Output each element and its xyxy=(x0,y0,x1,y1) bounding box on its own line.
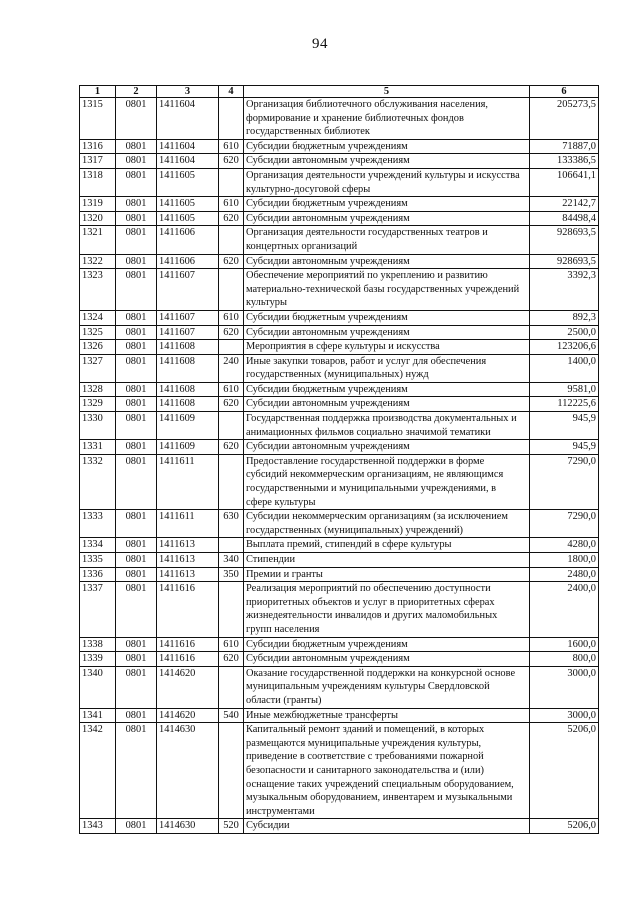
section-code: 0801 xyxy=(116,168,157,196)
row-number: 1322 xyxy=(80,254,116,269)
item-name xyxy=(244,553,530,568)
amount: 2480,0 xyxy=(530,567,599,582)
section-code: 0801 xyxy=(116,139,157,154)
item-name-line: Выплата премий, стипендий в сфере культуры xyxy=(246,539,452,551)
expense-type-code: 610 xyxy=(219,310,244,325)
target-article-code: 1411607 xyxy=(157,325,219,340)
expense-type-code: 620 xyxy=(219,652,244,667)
table-row xyxy=(80,211,599,226)
row-number: 1338 xyxy=(80,637,116,652)
section-code: 0801 xyxy=(116,397,157,412)
item-name-line: концертных организаций xyxy=(246,240,358,252)
expense-type-code xyxy=(219,168,244,196)
section-code: 0801 xyxy=(116,211,157,226)
expense-type-code: 540 xyxy=(219,708,244,723)
expense-type-code: 620 xyxy=(219,440,244,455)
item-name-line: Иные закупки товаров, работ и услуг для обеспечения xyxy=(246,355,487,367)
header-col-3: 3 xyxy=(157,86,219,98)
item-name-line: Организация деятельности государственных театров и xyxy=(246,227,488,239)
item-name xyxy=(244,582,530,637)
section-code: 0801 xyxy=(116,269,157,311)
item-name xyxy=(244,538,530,553)
target-article-code: 1411607 xyxy=(157,310,219,325)
item-name xyxy=(244,254,530,269)
expense-type-code: 610 xyxy=(219,637,244,652)
item-name xyxy=(244,510,530,538)
row-number: 1316 xyxy=(80,139,116,154)
table-row xyxy=(80,553,599,568)
item-name-line: Субсидии автономным учреждениям xyxy=(246,326,410,338)
item-name xyxy=(244,310,530,325)
target-article-code: 1411613 xyxy=(157,567,219,582)
section-code: 0801 xyxy=(116,652,157,667)
item-name xyxy=(244,567,530,582)
section-code: 0801 xyxy=(116,412,157,440)
item-name xyxy=(244,154,530,169)
header-col-4: 4 xyxy=(219,86,244,98)
amount: 9581,0 xyxy=(530,382,599,397)
section-code: 0801 xyxy=(116,723,157,819)
item-name-line: Субсидии бюджетным учреждениям xyxy=(246,140,408,152)
expense-type-code: 520 xyxy=(219,819,244,834)
item-name xyxy=(244,708,530,723)
table-row xyxy=(80,226,599,254)
section-code: 0801 xyxy=(116,154,157,169)
target-article-code: 1411616 xyxy=(157,652,219,667)
header-col-6: 6 xyxy=(530,86,599,98)
expense-type-code: 620 xyxy=(219,211,244,226)
expense-type-code xyxy=(219,98,244,140)
amount: 928693,5 xyxy=(530,226,599,254)
item-name xyxy=(244,397,530,412)
item-name-line: Мероприятия в сфере культуры и искусства xyxy=(246,341,440,353)
table-row xyxy=(80,382,599,397)
amount: 5206,0 xyxy=(530,819,599,834)
table-row xyxy=(80,666,599,708)
table-row xyxy=(80,325,599,340)
amount: 205273,5 xyxy=(530,98,599,140)
table-body xyxy=(80,98,599,834)
item-name xyxy=(244,269,530,311)
row-number: 1340 xyxy=(80,666,116,708)
row-number: 1325 xyxy=(80,325,116,340)
amount: 1400,0 xyxy=(530,354,599,382)
table-row xyxy=(80,652,599,667)
expense-type-code: 350 xyxy=(219,567,244,582)
expense-type-code: 620 xyxy=(219,254,244,269)
section-code: 0801 xyxy=(116,197,157,212)
item-name-line: Премии и гранты xyxy=(246,568,323,580)
expense-type-code xyxy=(219,582,244,637)
target-article-code: 1411608 xyxy=(157,397,219,412)
amount: 1600,0 xyxy=(530,637,599,652)
item-name xyxy=(244,666,530,708)
section-code: 0801 xyxy=(116,340,157,355)
section-code: 0801 xyxy=(116,254,157,269)
item-name-line: культурно-досуговой сферы xyxy=(246,183,371,195)
amount: 106641,1 xyxy=(530,168,599,196)
item-name-line: Субсидии автономным учреждениям xyxy=(246,212,410,224)
expense-type-code xyxy=(219,340,244,355)
item-name-line: Иные межбюджетные трансферты xyxy=(246,709,398,721)
section-code: 0801 xyxy=(116,354,157,382)
expense-type-code xyxy=(219,412,244,440)
header-col-5: 5 xyxy=(244,86,530,98)
table-row xyxy=(80,538,599,553)
table-row xyxy=(80,440,599,455)
item-name xyxy=(244,168,530,196)
row-number: 1317 xyxy=(80,154,116,169)
amount: 2400,0 xyxy=(530,582,599,637)
target-article-code: 1411609 xyxy=(157,412,219,440)
table-row xyxy=(80,708,599,723)
item-name-line: Обеспечение мероприятий по укреплению и развитию xyxy=(246,270,488,282)
item-name xyxy=(244,819,530,834)
expense-type-code xyxy=(219,269,244,311)
target-article-code: 1411609 xyxy=(157,440,219,455)
section-code: 0801 xyxy=(116,553,157,568)
item-name-line: государственных (муниципальных) учреждений) xyxy=(246,524,463,536)
section-code: 0801 xyxy=(116,510,157,538)
item-name-line: сфере культуры xyxy=(246,496,316,508)
amount: 7290,0 xyxy=(530,510,599,538)
section-code: 0801 xyxy=(116,310,157,325)
table-row xyxy=(80,98,599,140)
row-number: 1331 xyxy=(80,440,116,455)
item-name-line: Субсидии автономным учреждениям xyxy=(246,653,410,665)
row-number: 1342 xyxy=(80,723,116,819)
row-number: 1335 xyxy=(80,553,116,568)
target-article-code: 1411605 xyxy=(157,197,219,212)
expense-type-code xyxy=(219,666,244,708)
table-row xyxy=(80,197,599,212)
table-row xyxy=(80,567,599,582)
amount: 4280,0 xyxy=(530,538,599,553)
item-name-line: Субсидии некоммерческим организациям (за исключением xyxy=(246,511,508,523)
item-name-line: Организация деятельности учреждений культуры и искусства xyxy=(246,169,520,181)
item-name-line: муниципальным учреждениям культуры Свердловской xyxy=(246,681,490,693)
page-number: 94 xyxy=(312,36,328,52)
section-code: 0801 xyxy=(116,325,157,340)
amount: 3000,0 xyxy=(530,666,599,708)
amount: 22142,7 xyxy=(530,197,599,212)
table-row xyxy=(80,269,599,311)
item-name xyxy=(244,226,530,254)
item-name xyxy=(244,440,530,455)
amount: 71887,0 xyxy=(530,139,599,154)
item-name-line: субсидий некоммерческим организациям, не являющимся xyxy=(246,469,504,481)
item-name-line: приведение в соответствие с требованиями пожарной xyxy=(246,751,484,763)
amount: 3392,3 xyxy=(530,269,599,311)
table-row xyxy=(80,454,599,509)
section-code: 0801 xyxy=(116,98,157,140)
row-number: 1319 xyxy=(80,197,116,212)
target-article-code: 1411605 xyxy=(157,168,219,196)
item-name xyxy=(244,98,530,140)
budget-table xyxy=(79,85,599,834)
table-row xyxy=(80,154,599,169)
item-name xyxy=(244,197,530,212)
target-article-code: 1411607 xyxy=(157,269,219,311)
row-number: 1320 xyxy=(80,211,116,226)
item-name-line: Капитальный ремонт зданий и помещений, в которых xyxy=(246,724,485,736)
item-name-line: области (гранты) xyxy=(246,694,322,706)
item-name-line: инструментами xyxy=(246,805,315,817)
item-name-line: Субсидии бюджетным учреждениям xyxy=(246,383,408,395)
table-row xyxy=(80,254,599,269)
amount: 1800,0 xyxy=(530,553,599,568)
item-name xyxy=(244,139,530,154)
table-row xyxy=(80,397,599,412)
item-name-line: государственных библиотек xyxy=(246,126,370,138)
target-article-code: 1411604 xyxy=(157,98,219,140)
amount: 84498,4 xyxy=(530,211,599,226)
item-name-line: размещаются муниципальные учреждения культуры, xyxy=(246,737,482,749)
target-article-code: 1411605 xyxy=(157,211,219,226)
target-article-code: 1411608 xyxy=(157,340,219,355)
table-row xyxy=(80,412,599,440)
amount: 945,9 xyxy=(530,440,599,455)
section-code: 0801 xyxy=(116,454,157,509)
section-code: 0801 xyxy=(116,382,157,397)
target-article-code: 1411608 xyxy=(157,354,219,382)
expense-type-code xyxy=(219,226,244,254)
amount: 5206,0 xyxy=(530,723,599,819)
row-number: 1341 xyxy=(80,708,116,723)
item-name-line: безопасности и санитарного законодательства и (или) xyxy=(246,764,485,776)
amount: 7290,0 xyxy=(530,454,599,509)
table-header-row xyxy=(80,86,599,98)
item-name-line: Субсидии автономным учреждениям xyxy=(246,155,410,167)
item-name-line: Субсидии автономным учреждениям xyxy=(246,255,410,267)
table-row xyxy=(80,637,599,652)
item-name-line: оснащение таких учреждений специальным оборудованием, xyxy=(246,778,514,790)
section-code: 0801 xyxy=(116,819,157,834)
expense-type-code: 620 xyxy=(219,325,244,340)
row-number: 1328 xyxy=(80,382,116,397)
amount: 123206,6 xyxy=(530,340,599,355)
amount: 892,3 xyxy=(530,310,599,325)
expense-type-code xyxy=(219,538,244,553)
section-code: 0801 xyxy=(116,637,157,652)
table-row xyxy=(80,582,599,637)
amount: 3000,0 xyxy=(530,708,599,723)
item-name-line: Предоставление государственной поддержки в форме xyxy=(246,455,485,467)
item-name-line: приоритетных объектов и услуг в приоритетных сферах xyxy=(246,596,495,608)
section-code: 0801 xyxy=(116,226,157,254)
item-name-line: Субсидии бюджетным учреждениям xyxy=(246,198,408,210)
target-article-code: 1411604 xyxy=(157,154,219,169)
item-name xyxy=(244,454,530,509)
expense-type-code: 610 xyxy=(219,382,244,397)
target-article-code: 1411608 xyxy=(157,382,219,397)
row-number: 1337 xyxy=(80,582,116,637)
expense-type-code: 620 xyxy=(219,397,244,412)
expense-type-code: 240 xyxy=(219,354,244,382)
row-number: 1336 xyxy=(80,567,116,582)
row-number: 1343 xyxy=(80,819,116,834)
table-row xyxy=(80,168,599,196)
item-name xyxy=(244,723,530,819)
amount: 800,0 xyxy=(530,652,599,667)
section-code: 0801 xyxy=(116,582,157,637)
target-article-code: 1411616 xyxy=(157,637,219,652)
item-name-line: формирование и хранение библиотечных фондов xyxy=(246,112,464,124)
amount: 112225,6 xyxy=(530,397,599,412)
table-row xyxy=(80,310,599,325)
table-row xyxy=(80,510,599,538)
item-name-line: групп населения xyxy=(246,623,320,635)
item-name-line: государственных (муниципальных) нужд xyxy=(246,369,429,381)
target-article-code: 1414630 xyxy=(157,819,219,834)
target-article-code: 1411604 xyxy=(157,139,219,154)
item-name xyxy=(244,652,530,667)
header-col-1: 1 xyxy=(80,86,116,98)
target-article-code: 1411611 xyxy=(157,454,219,509)
item-name-line: Субсидии бюджетным учреждениям xyxy=(246,638,408,650)
expense-type-code: 340 xyxy=(219,553,244,568)
section-code: 0801 xyxy=(116,440,157,455)
table-row xyxy=(80,819,599,834)
item-name-line: Субсидии автономным учреждениям xyxy=(246,441,410,453)
target-article-code: 1411606 xyxy=(157,254,219,269)
item-name xyxy=(244,211,530,226)
row-number: 1339 xyxy=(80,652,116,667)
expense-type-code: 610 xyxy=(219,139,244,154)
row-number: 1333 xyxy=(80,510,116,538)
section-code: 0801 xyxy=(116,708,157,723)
item-name xyxy=(244,340,530,355)
row-number: 1329 xyxy=(80,397,116,412)
item-name-line: Стипендии xyxy=(246,554,296,565)
target-article-code: 1414620 xyxy=(157,708,219,723)
row-number: 1323 xyxy=(80,269,116,311)
target-article-code: 1411616 xyxy=(157,582,219,637)
item-name-line: жизнедеятельности инвалидов и других маломобильных xyxy=(246,610,498,622)
item-name-line: материально-технической базы государственных учреждений xyxy=(246,283,520,295)
row-number: 1334 xyxy=(80,538,116,553)
target-article-code: 1411613 xyxy=(157,553,219,568)
row-number: 1318 xyxy=(80,168,116,196)
row-number: 1327 xyxy=(80,354,116,382)
target-article-code: 1411611 xyxy=(157,510,219,538)
item-name-line: Субсидии бюджетным учреждениям xyxy=(246,311,408,323)
expense-type-code: 610 xyxy=(219,197,244,212)
table-row xyxy=(80,340,599,355)
row-number: 1315 xyxy=(80,98,116,140)
item-name-line: Организация библиотечного обслуживания населения, xyxy=(246,99,489,110)
section-code: 0801 xyxy=(116,666,157,708)
item-name-line: культуры xyxy=(246,297,287,309)
row-number: 1332 xyxy=(80,454,116,509)
expense-type-code xyxy=(219,723,244,819)
item-name xyxy=(244,325,530,340)
section-code: 0801 xyxy=(116,567,157,582)
item-name xyxy=(244,412,530,440)
amount: 945,9 xyxy=(530,412,599,440)
amount: 2500,0 xyxy=(530,325,599,340)
item-name-line: Субсидии xyxy=(246,820,290,832)
table-row xyxy=(80,354,599,382)
section-code: 0801 xyxy=(116,538,157,553)
header-col-2: 2 xyxy=(116,86,157,98)
amount: 928693,5 xyxy=(530,254,599,269)
target-article-code: 1414630 xyxy=(157,723,219,819)
item-name-line: анимационных фильмов социально значимой тематики xyxy=(246,426,491,438)
row-number: 1330 xyxy=(80,412,116,440)
item-name-line: государственными и муниципальными учреждениями, в xyxy=(246,483,497,495)
row-number: 1321 xyxy=(80,226,116,254)
target-article-code: 1414620 xyxy=(157,666,219,708)
item-name-line: музыкальным оборудованием, инвентарем и музыкальными xyxy=(246,792,513,804)
item-name-line: Субсидии автономным учреждениям xyxy=(246,398,410,410)
item-name xyxy=(244,382,530,397)
item-name-line: Реализация мероприятий по обеспечению доступности xyxy=(246,583,491,595)
row-number: 1326 xyxy=(80,340,116,355)
item-name-line: Государственная поддержка производства документальных и xyxy=(246,413,517,425)
target-article-code: 1411613 xyxy=(157,538,219,553)
amount: 133386,5 xyxy=(530,154,599,169)
item-name-line: Оказание государственной поддержки на конкурсной основе xyxy=(246,667,516,679)
item-name xyxy=(244,637,530,652)
expense-type-code: 620 xyxy=(219,154,244,169)
target-article-code: 1411606 xyxy=(157,226,219,254)
expense-type-code: 630 xyxy=(219,510,244,538)
table-row xyxy=(80,723,599,819)
table-row xyxy=(80,139,599,154)
expense-type-code xyxy=(219,454,244,509)
item-name xyxy=(244,354,530,382)
row-number: 1324 xyxy=(80,310,116,325)
